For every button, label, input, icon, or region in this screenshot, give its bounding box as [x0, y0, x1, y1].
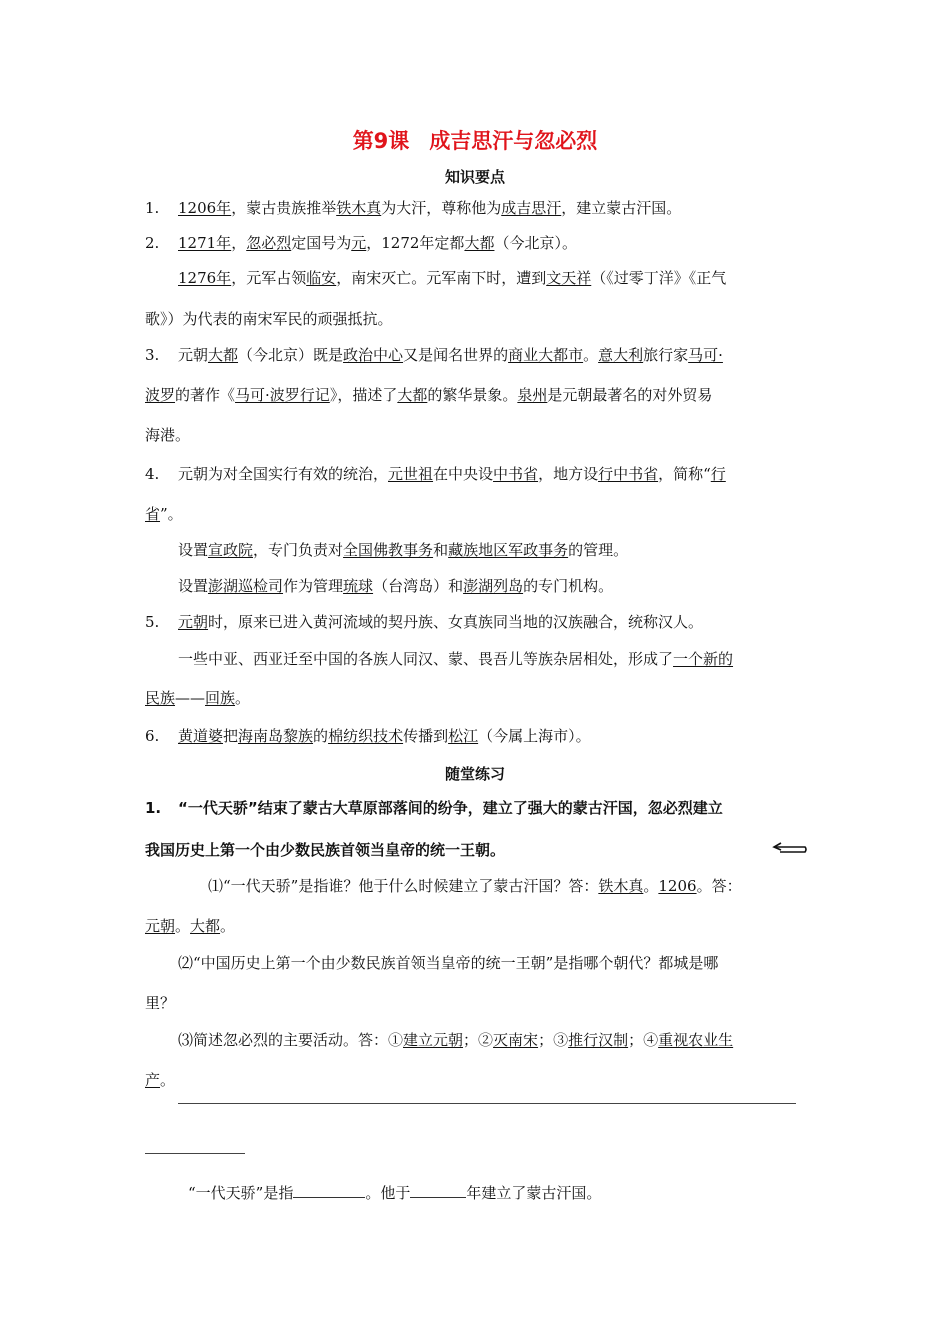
knowledge-item-4-line-2: 省”。 — [145, 505, 183, 523]
dashed-rule — [178, 1103, 796, 1104]
knowledge-item-3-line-2: 波罗的著作《马可·波罗行记》，描述了大都的繁华景象。泉州是元朝最著名的对外贸易 — [145, 386, 713, 404]
answer-blank-1[interactable] — [293, 1183, 365, 1198]
knowledge-item-4-line-3: 设置宣政院，专门负责对全国佛教事务和藏族地区军政事务的管理。 — [178, 541, 629, 559]
knowledge-item-1: 1. 1206年，蒙古贵族推举铁木真为大汗，尊称他为成吉思汗，建立蒙古汗国。 — [145, 199, 682, 217]
practice-heading: 随堂练习 — [444, 765, 505, 783]
sub-question-1: ⑴“一代天骄”是指谁？他于什么时候建立了蒙古汗国？答：铁木真。1206。答： — [208, 877, 742, 895]
answer-blank-2[interactable] — [410, 1183, 466, 1198]
knowledge-item-4: 4. 元朝为对全国实行有效的统治，元世祖在中央设中书省，地方设行中书省，简称“行 — [145, 465, 726, 483]
knowledge-item-2: 2. 1271年，忽必烈定国号为元，1272年定都大都（今北京）。 — [145, 234, 577, 252]
knowledge-item-5: 5. 元朝时，原来已进入黄河流域的契丹族、女真族同当地的汉族融合，统称汉人。 — [145, 613, 704, 631]
knowledge-item-3-line-3: 海港。 — [145, 426, 191, 444]
knowledge-item-6: 6. 黄道婆把海南岛黎族的棉纺织技术传播到松江（今属上海市）。 — [145, 727, 591, 745]
practice-question-1: 1. “一代天骄”结束了蒙古大草原部落间的纷争，建立了强大的蒙古汗国，忽必烈建立 — [145, 799, 723, 817]
knowledge-item-5-line-3: 民族——回族。 — [145, 689, 251, 707]
sub-question-2-line-2: 里？ — [145, 994, 176, 1012]
practice-question-1-line-2: 我国历史上第一个由少数民族首领当皇帝的统一王朝。 — [145, 841, 506, 859]
knowledge-item-4-line-4: 设置澎湖巡检司作为管理琉球（台湾岛）和澎湖列岛的专门机构。 — [178, 577, 614, 595]
return-arrow-icon — [772, 840, 808, 858]
sub-question-3-line-2: 产。 — [145, 1071, 176, 1089]
knowledge-item-3: 3. 元朝大都（今北京）既是政治中心又是闻名世界的商业大都市。意大利旅行家马可· — [145, 346, 723, 364]
lesson-title: 第9课 成吉思汗与忽必烈 — [352, 129, 598, 153]
knowledge-heading: 知识要点 — [444, 168, 505, 186]
sub-question-1-answer: 元朝。大都。 — [145, 917, 236, 935]
knowledge-item-2-line-3: 歌》）为代表的南宋军民的顽强抵抗。 — [145, 310, 393, 328]
dashed-rule-short — [145, 1153, 245, 1154]
knowledge-item-5-line-2: 一些中亚、西亚迁至中国的各族人同汉、蒙、畏吾儿等族杂居相处，形成了一个新的 — [178, 650, 734, 668]
sub-question-3: ⑶简述忽必烈的主要活动。答：①建立元朝；②灭南宋；③推行汉制；④重视农业生 — [178, 1031, 734, 1049]
fill-in-blank-line: “一代天骄”是指 。他于 年建立了蒙古汗国。 — [188, 1184, 602, 1202]
sub-question-2: ⑵“中国历史上第一个由少数民族首领当皇帝的统一王朝”是指哪个朝代？都城是哪 — [178, 954, 719, 972]
knowledge-item-2-line-2: 1276年，元军占领临安，南宋灭亡。元军南下时，遭到文天祥（《过零丁洋》《正气 — [178, 269, 727, 287]
